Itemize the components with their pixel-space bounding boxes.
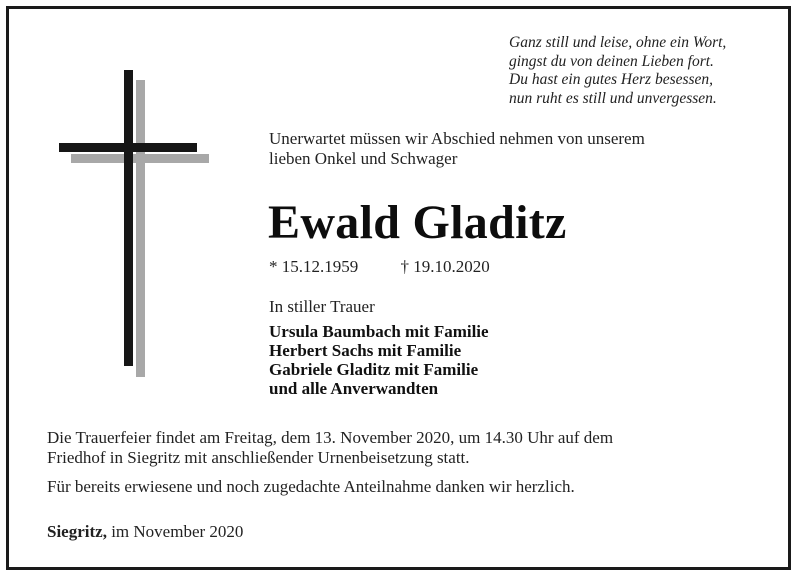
funeral-line: Die Trauerfeier findet am Freitag, dem 13. November 2020, um 14.30 Uhr auf dem [47, 428, 614, 447]
poem-line: nun ruht es still und unvergessen. [509, 89, 717, 107]
birth-date: * 15.12.1959 [269, 257, 359, 276]
mourner-item: Gabriele Gladitz mit Familie [269, 360, 479, 379]
place-month: im November 2020 [111, 522, 244, 541]
poem-line: gingst du von deinen Lieben fort. [509, 52, 714, 70]
mourning-heading: In stiller Trauer [269, 297, 375, 316]
intro-line: lieben Onkel und Schwager [269, 149, 458, 168]
funeral-line: Friedhof in Siegritz mit anschließender Urnenbeisetzung statt. [47, 448, 470, 467]
intro-text [269, 129, 645, 169]
mourner-item: Herbert Sachs mit Familie [269, 341, 462, 360]
place-town: Siegritz, [47, 522, 107, 541]
place-date [47, 522, 243, 542]
poem-line: Ganz still und leise, ohne ein Wort, [509, 34, 727, 51]
mourner-item: und alle Anverwandten [269, 379, 439, 398]
thanks-text: Für bereits erwiesene und noch zugedachte Anteilnahme danken wir herzlich. [47, 477, 575, 496]
poem-line: Du hast ein gutes Herz besessen, [509, 71, 714, 88]
life-dates [269, 257, 490, 277]
funeral-info [47, 428, 613, 468]
mourners-list [269, 322, 489, 398]
death-date: † 19.10.2020 [400, 257, 490, 276]
intro-line: Unerwartet müssen wir Abschied nehmen von unserem [269, 129, 645, 148]
mourner-item: Ursula Baumbach mit Familie [269, 322, 489, 341]
poem [509, 34, 726, 108]
deceased-name: Ewald Gladitz [268, 196, 567, 249]
